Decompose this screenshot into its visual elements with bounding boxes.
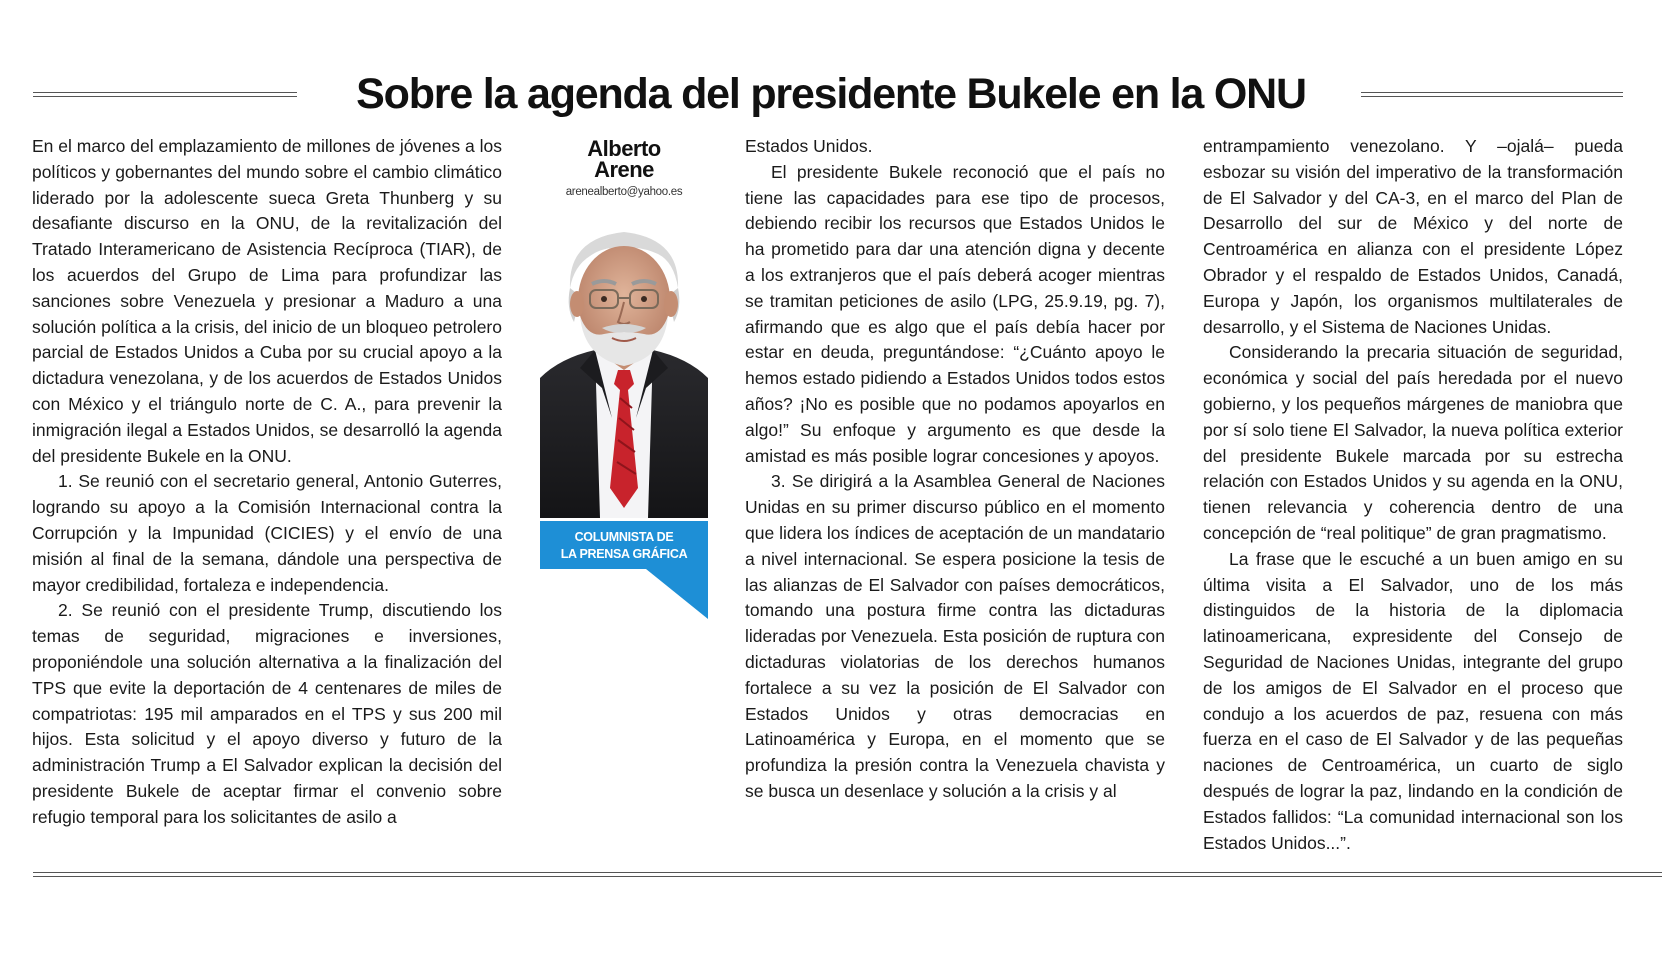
paragraph: Considerando la precaria situación de seguridad, económica y social del país heredada por el nuevo gobierno, y los pequeños márgenes de maniobra que por sí solo tiene El Salvador, la nueva política exterior del presidente Bukele marcada por su estrecha relación con Estados Unidos y su agenda en la ONU, tienen relevancia y coherencia dentro de una concepción de “real politique” de gran pragmatismo. (1203, 342, 1623, 543)
article-column-2 (745, 134, 1165, 805)
headline-rule-right (1361, 92, 1623, 93)
footer-rule (33, 872, 1662, 873)
badge-tail-shape (646, 569, 708, 619)
headline: Sobre la agenda del presidente Bukele en la ONU (356, 70, 1306, 118)
paragraph: 1. Se reunió con el secretario general, Antonio Guterres, logrando su apoyo a la Comisión Internacional contra la Corrupción y la Impunidad (CICIES) y el envío de una misión al final de la semana, dándole una perspectiva de mayor credibilidad, fortaleza e independencia. (32, 471, 502, 595)
paragraph: En el marco del emplazamiento de millones de jóvenes a los políticos y gobernantes del mundo sobre el cambio climático liderado por la adolescente sueca Greta Thunberg y su desafiante discurso en la ONU, de la revitalización del Tratado Interamericano de Asistencia Recíproca (TIAR), de los acuerdos del Grupo de Lima para profundizar las sanciones sobre Venezuela y presionar a Maduro a una solución política a la crisis, del inicio de un bloqueo petrolero parcial de Estados Unidos a Cuba por su crucial apoyo a la dictadura venezolana, y de los acuerdos de Estados Unidos con México y el triángulo norte de C. A., para prevenir la inmigración ilegal a Estados Unidos, se desarrolló la agenda del presidente Bukele en la ONU. (32, 136, 502, 466)
paragraph: El presidente Bukele reconoció que el país no tiene las capacidades para ese tipo de procesos, debiendo recibir los recursos que Estados Unidos le ha prometido para dar una atención digna y decente a los extranjeros que el país deberá acoger mientras se tramitan peticiones de asilo (LPG, 25.9.19, pg. 7), afirmando que es algo que el país debía hacer por estar en deuda, preguntándose: “¿Cuánto apoyo le hemos estado pidiendo a Estados Unidos todos estos años? ¡No es posible que no podamos apoyarlos en algo!” Su enfoque y argumento es que desde la amistad es más posible lograr concesiones y apoyos. (745, 161, 1165, 466)
paragraph: Estados Unidos. (745, 136, 873, 156)
paragraph: La frase que le escuché a un buen amigo en su última visita a El Salvador, uno de los más distinguidos de la historia de la diplomacia latinoamericana, expresidente del Consejo de Seguridad de Naciones Unidas, integrante del grupo de los amigos de El Salvador en el proceso que condujo a los acuerdos de paz, resuena con más fuerza en el caso de El Salvador y de las pequeñas naciones de Centroamérica, un cuarto de siglo después de lograr la paz, lindando en la condición de Estados fallidos: “La comunidad internacional son los Estados Unidos...”. (1203, 548, 1623, 853)
headline-rule-left (33, 92, 297, 93)
author-last-name: Arene (594, 157, 654, 182)
author-email: arenealberto@yahoo.es (565, 186, 683, 198)
paragraph: entrampamiento venezolano. Y –ojalá– pueda esbozar su visión del imperativo de la transformación de El Salvador y del CA-3, en el marco del Plan de Desarrollo del sur de México y del norte de Centroamérica en alianza con el presidente López Obrador y el respaldo de Estados Unidos, Canadá, Europa y Japón, los organismos multilaterales de desarrollo, y el Sistema de Naciones Unidas. (1203, 136, 1623, 337)
article-column-3 (1203, 134, 1623, 856)
columnist-badge (540, 521, 708, 569)
author-block (540, 136, 708, 561)
badge-line-2: LA PRENSA GRÁFICA (560, 547, 688, 561)
paragraph: 3. Se dirigirá a la Asamblea General de Naciones Unidas en su primer discurso público en el momento que lidera los índices de aceptación de un mandatario a nivel internacional. Se espera posicione la tesis de las alianzas de El Salvador con países democráticos, tomando una postura firme contra las dictaduras lideradas por Venezuela. Esta posición de ruptura con dictaduras violatorias de los derechos humanos fortalece a su vez la posición de El Salvador con Estados Unidos y otras democracias en Latinoamérica y Europa, en el momento que se profundiza la presión contra la Venezuela chavista y se busca un desenlace y solución a la crisis y al (745, 471, 1165, 801)
author-first-name: Alberto (587, 136, 661, 161)
badge-line-1: COLUMNISTA DE (574, 530, 674, 544)
paragraph: 2. Se reunió con el presidente Trump, discutiendo los temas de seguridad, migraciones e inversiones, proponiéndole una solución alternativa a la finalización del TPS que evite la deportación de 4 centenares de miles de compatriotas: 195 mil amparados en el TPS y sus 200 mil hijos. Esta solicitud y el apoyo diverso y futuro de la administración Trump a El Salvador explican la decisión del presidente Bukele de aceptar firmar el convenio sobre refugio temporal para los solicitantes de asilo a (32, 600, 502, 827)
article-column-1 (32, 134, 502, 831)
author-portrait (540, 218, 708, 518)
